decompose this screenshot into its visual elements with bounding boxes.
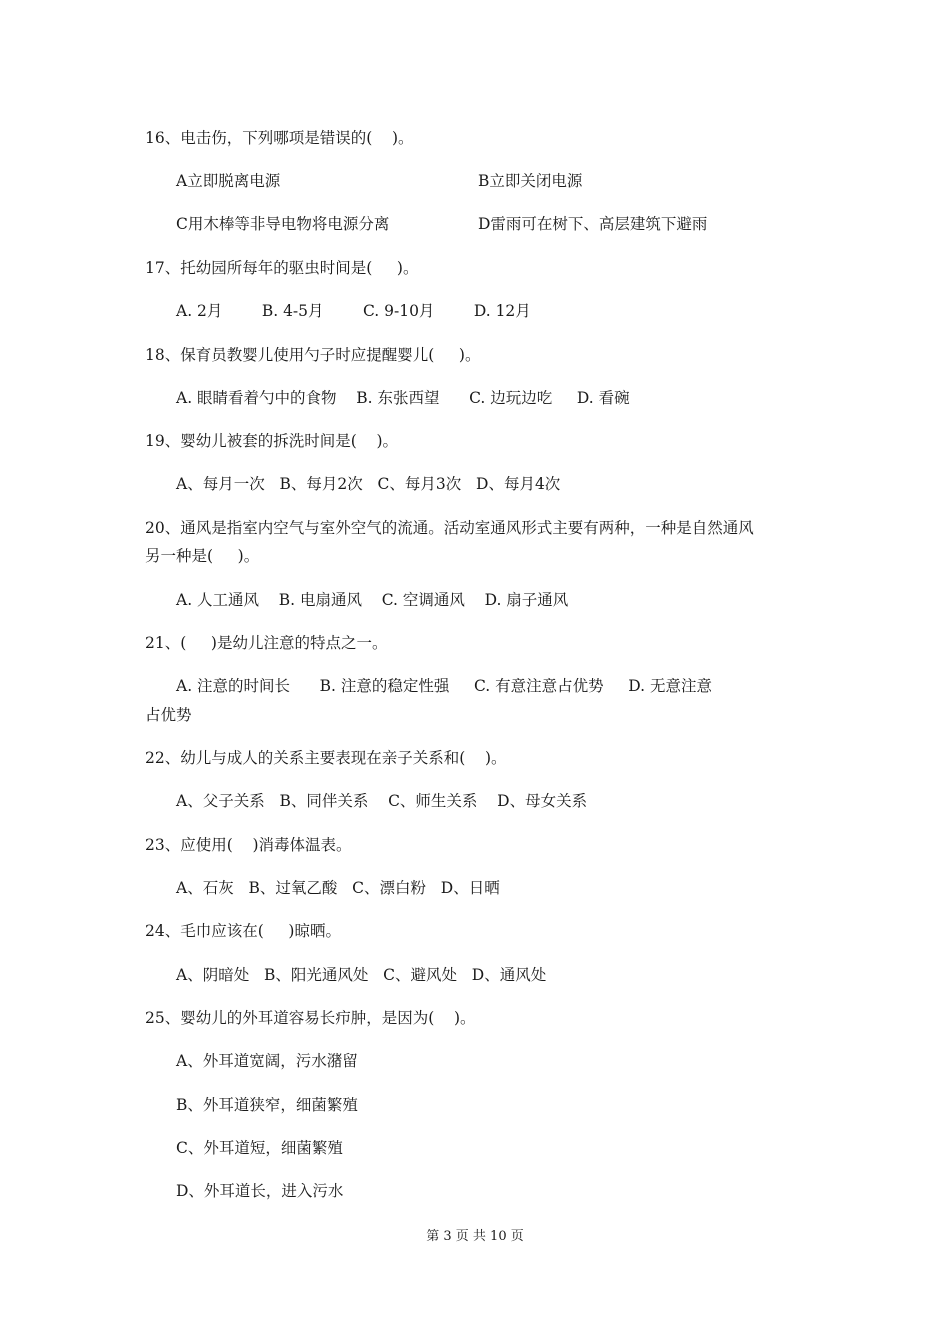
question-22-stem: 22、幼儿与成人的关系主要表现在亲子关系和( )。: [145, 749, 507, 767]
question-21-options-continued: 占优势: [145, 706, 192, 724]
question-23-options: A、石灰 B、过氧乙酸 C、漂白粉 D、日晒: [176, 879, 500, 897]
question-21-options: A. 注意的时间长 B. 注意的稳定性强 C. 有意注意占优势 D. 无意注意: [176, 677, 713, 695]
question-21-stem: 21、( )是幼儿注意的特点之一。: [145, 634, 388, 652]
page-number-footer: 第 3 页 共 10 页: [426, 1229, 524, 1244]
question-25-option-d: D、外耳道长，进入污水: [176, 1182, 344, 1200]
question-19-options: A、每月一次 B、每月2次 C、每月3次 D、每月4次: [176, 475, 561, 493]
question-18-stem: 18、保育员教婴儿使用勺子时应提醒婴儿( )。: [145, 346, 481, 364]
question-23-stem: 23、应使用( )消毒体温表。: [145, 836, 352, 854]
question-25-option-a: A、外耳道宽阔，污水潴留: [176, 1052, 358, 1070]
question-17-options: A. 2月 B. 4-5月 C. 9-10月 D. 12月: [176, 302, 531, 320]
question-24-stem: 24、毛巾应该在( )晾晒。: [145, 922, 341, 940]
question-20-options: A. 人工通风 B. 电扇通风 C. 空调通风 D. 扇子通风: [176, 591, 569, 609]
question-25-option-c: C、外耳道短，细菌繁殖: [176, 1139, 343, 1157]
question-25-option-b: B、外耳道狭窄，细菌繁殖: [176, 1096, 358, 1114]
question-20-stem-continued: 另一种是( )。: [145, 547, 260, 565]
question-16-stem: 16、电击伤，下列哪项是错误的( )。: [145, 129, 414, 147]
question-20-stem: 20、通风是指室内空气与室外空气的流通。活动室通风形式主要有两种，一种是自然通风: [145, 519, 754, 537]
question-16-option-c: C用木棒等非导电物将电源分离: [176, 215, 390, 233]
question-16-option-b: B立即关闭电源: [478, 172, 583, 190]
question-16-option-a: A立即脱离电源: [176, 172, 281, 190]
question-19-stem: 19、婴幼儿被套的拆洗时间是( )。: [145, 432, 399, 450]
question-24-options: A、阴暗处 B、阳光通风处 C、避风处 D、通风处: [176, 966, 547, 984]
question-22-options: A、父子关系 B、同伴关系 C、师生关系 D、母女关系: [176, 792, 588, 810]
question-18-options: A. 眼睛看着勺中的食物 B. 东张西望 C. 边玩边吃 D. 看碗: [176, 389, 630, 407]
question-16-option-d: D雷雨可在树下、高层建筑下避雨: [478, 215, 708, 233]
question-25-stem: 25、婴幼儿的外耳道容易长疖肿，是因为( )。: [145, 1009, 476, 1027]
question-17-stem: 17、托幼园所每年的驱虫时间是( )。: [145, 259, 419, 277]
